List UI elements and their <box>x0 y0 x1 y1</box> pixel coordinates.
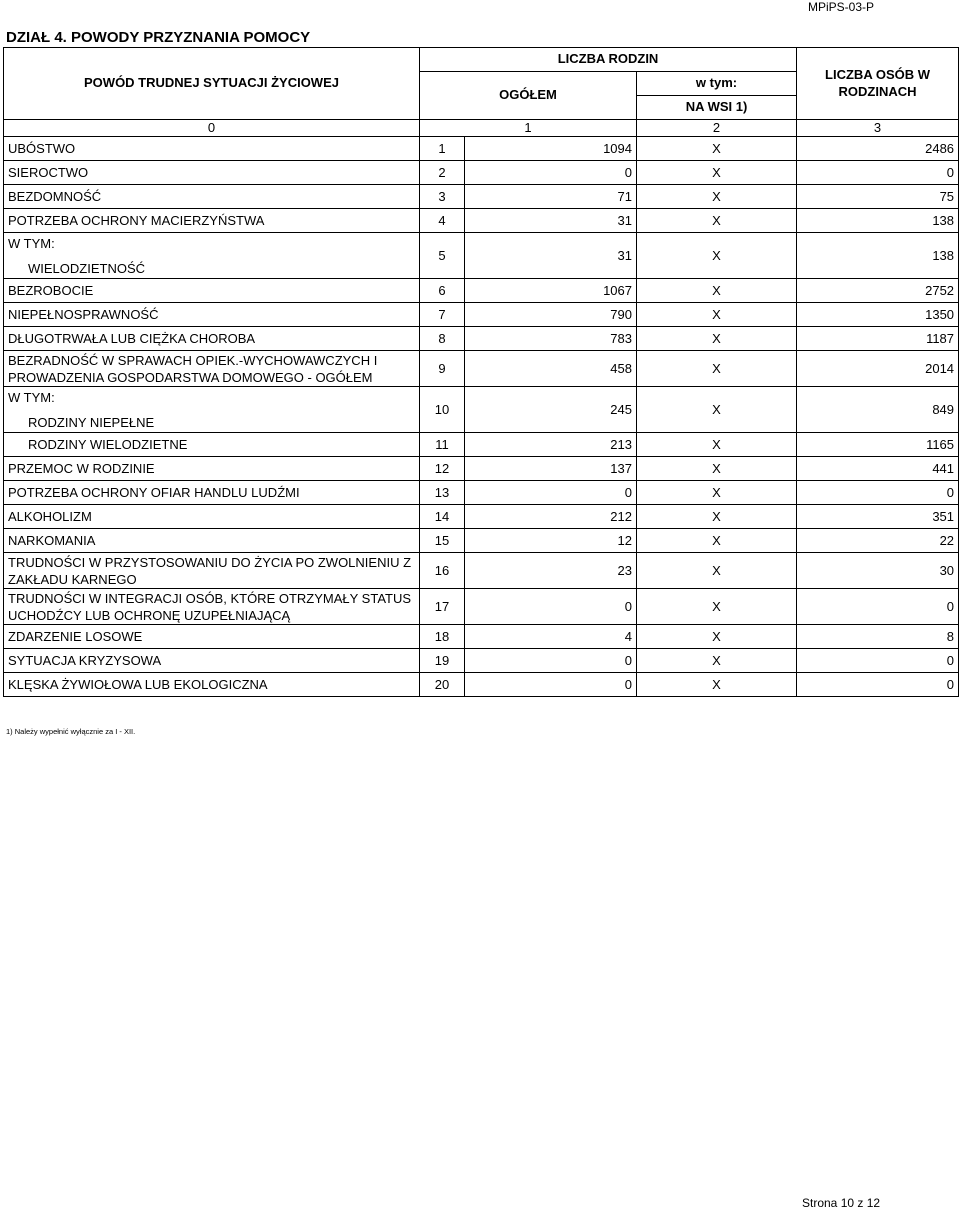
header-reason: POWÓD TRUDNEJ SYTUACJI ŻYCIOWEJ <box>4 48 420 120</box>
header-families: LICZBA RODZIN <box>420 48 797 72</box>
families-rural: X <box>637 351 797 387</box>
families-rural: X <box>637 161 797 185</box>
families-rural: X <box>637 387 797 433</box>
table-row <box>4 457 959 481</box>
persons-count: 0 <box>797 481 959 505</box>
row-label-line1: W TYM: <box>8 389 55 405</box>
families-total: 458 <box>465 351 637 387</box>
reasons-table <box>3 47 959 697</box>
families-rural: X <box>637 625 797 649</box>
table-row <box>4 589 959 625</box>
families-total: 12 <box>465 529 637 553</box>
families-rural: X <box>637 303 797 327</box>
row-label-line1: W TYM: <box>8 235 55 251</box>
header-of-which: w tym: <box>637 72 797 96</box>
row-label-line2: PROWADZENIA GOSPODARSTWA DOMOWEGO - OGÓŁEM <box>8 369 373 385</box>
persons-count: 0 <box>797 649 959 673</box>
families-total: 31 <box>465 233 637 279</box>
row-number: 18 <box>420 625 465 649</box>
row-number: 11 <box>420 433 465 457</box>
table-row <box>4 303 959 327</box>
row-label <box>4 209 420 233</box>
families-rural: X <box>637 233 797 279</box>
table-row <box>4 233 959 279</box>
row-label <box>4 185 420 209</box>
row-number: 13 <box>420 481 465 505</box>
row-label-line1: SYTUACJA KRYZYSOWA <box>8 652 162 668</box>
row-label-line1: BEZDOMNOŚĆ <box>8 188 102 204</box>
row-number: 3 <box>420 185 465 209</box>
families-total: 0 <box>465 649 637 673</box>
families-total: 23 <box>465 553 637 589</box>
row-number: 20 <box>420 673 465 697</box>
families-rural: X <box>637 589 797 625</box>
families-rural: X <box>637 457 797 481</box>
table-row <box>4 279 959 303</box>
row-label <box>4 433 420 457</box>
families-rural: X <box>637 185 797 209</box>
families-rural: X <box>637 327 797 351</box>
row-label-line1: POTRZEBA OCHRONY MACIERZYŃSTWA <box>8 212 265 228</box>
row-label-line1: TRUDNOŚCI W PRZYSTOSOWANIU DO ŻYCIA PO ZWOLNIENIU Z <box>8 554 412 570</box>
families-total: 1094 <box>465 137 637 161</box>
persons-count: 1350 <box>797 303 959 327</box>
families-rural: X <box>637 529 797 553</box>
table-row <box>4 649 959 673</box>
row-label <box>4 137 420 161</box>
row-label-line1: ALKOHOLIZM <box>8 508 92 524</box>
families-total: 31 <box>465 209 637 233</box>
row-number: 19 <box>420 649 465 673</box>
row-label <box>4 553 420 589</box>
families-total: 0 <box>465 589 637 625</box>
row-label-line1: KLĘSKA ŻYWIOŁOWA LUB EKOLOGICZNA <box>8 676 268 692</box>
row-number: 14 <box>420 505 465 529</box>
col-index-3: 3 <box>797 120 959 137</box>
table-row <box>4 387 959 433</box>
families-total: 245 <box>465 387 637 433</box>
table-row <box>4 433 959 457</box>
persons-count: 0 <box>797 673 959 697</box>
table-row <box>4 351 959 387</box>
persons-count: 138 <box>797 209 959 233</box>
families-rural: X <box>637 209 797 233</box>
families-rural: X <box>637 673 797 697</box>
table-row <box>4 161 959 185</box>
row-label <box>4 649 420 673</box>
row-number: 8 <box>420 327 465 351</box>
row-label-line2: RODZINY NIEPEŁNE <box>28 414 155 430</box>
persons-count: 2752 <box>797 279 959 303</box>
families-rural: X <box>637 279 797 303</box>
persons-count: 2486 <box>797 137 959 161</box>
families-total: 0 <box>465 673 637 697</box>
families-rural: X <box>637 137 797 161</box>
table-row <box>4 481 959 505</box>
families-total: 4 <box>465 625 637 649</box>
table-row <box>4 505 959 529</box>
row-label-line1: UBÓSTWO <box>8 140 76 156</box>
header-total: OGÓŁEM <box>420 72 637 120</box>
families-total: 71 <box>465 185 637 209</box>
row-label <box>4 673 420 697</box>
row-label-line1: TRUDNOŚCI W INTEGRACJI OSÓB, KTÓRE OTRZYMAŁY STATUS <box>8 590 412 606</box>
persons-count: 22 <box>797 529 959 553</box>
families-rural: X <box>637 505 797 529</box>
row-number: 5 <box>420 233 465 279</box>
families-rural: X <box>637 433 797 457</box>
row-label-line1: ZDARZENIE LOSOWE <box>8 628 143 644</box>
persons-count: 0 <box>797 589 959 625</box>
row-number: 10 <box>420 387 465 433</box>
families-rural: X <box>637 553 797 589</box>
header-rural: NA WSI 1) <box>637 96 797 120</box>
persons-count: 1165 <box>797 433 959 457</box>
row-label <box>4 481 420 505</box>
footnote: 1) Należy wypełnić wyłącznie za I - XII. <box>6 727 136 736</box>
row-number: 15 <box>420 529 465 553</box>
row-number: 4 <box>420 209 465 233</box>
row-label-line1: POTRZEBA OCHRONY OFIAR HANDLU LUDŹMI <box>8 484 300 500</box>
row-label <box>4 625 420 649</box>
row-label-line1: PRZEMOC W RODZINIE <box>8 460 155 476</box>
row-label-line2: UCHODŹCY LUB OCHRONĘ UZUPEŁNIAJĄCĄ <box>8 607 291 623</box>
col-index-2: 2 <box>637 120 797 137</box>
row-label <box>4 161 420 185</box>
families-rural: X <box>637 649 797 673</box>
persons-count: 849 <box>797 387 959 433</box>
row-label-line2: WIELODZIETNOŚĆ <box>28 260 146 276</box>
row-number: 6 <box>420 279 465 303</box>
row-number: 7 <box>420 303 465 327</box>
row-label-line1: BEZROBOCIE <box>8 282 94 298</box>
row-label <box>4 505 420 529</box>
families-total: 1067 <box>465 279 637 303</box>
table-row <box>4 673 959 697</box>
row-label-line1: BEZRADNOŚĆ W SPRAWACH OPIEK.-WYCHOWAWCZYCH I <box>8 352 378 368</box>
header-persons: LICZBA OSÓB W RODZINACH <box>797 48 959 120</box>
row-number: 17 <box>420 589 465 625</box>
persons-count: 2014 <box>797 351 959 387</box>
table-row <box>4 185 959 209</box>
families-total: 137 <box>465 457 637 481</box>
persons-count: 1187 <box>797 327 959 351</box>
row-label-line1: NARKOMANIA <box>8 532 96 548</box>
table-row <box>4 625 959 649</box>
row-label <box>4 387 420 433</box>
row-number: 12 <box>420 457 465 481</box>
row-label <box>4 457 420 481</box>
table-row <box>4 553 959 589</box>
table-row <box>4 529 959 553</box>
families-total: 0 <box>465 481 637 505</box>
persons-count: 75 <box>797 185 959 209</box>
table-row <box>4 209 959 233</box>
persons-count: 30 <box>797 553 959 589</box>
families-total: 0 <box>465 161 637 185</box>
families-total: 783 <box>465 327 637 351</box>
row-number: 2 <box>420 161 465 185</box>
families-total: 212 <box>465 505 637 529</box>
row-label <box>4 351 420 387</box>
row-label <box>4 279 420 303</box>
persons-count: 441 <box>797 457 959 481</box>
row-number: 16 <box>420 553 465 589</box>
form-code: MPiPS-03-P <box>808 0 875 14</box>
col-index-0: 0 <box>4 120 420 137</box>
row-label <box>4 529 420 553</box>
row-label-line1: NIEPEŁNOSPRAWNOŚĆ <box>8 306 159 322</box>
row-label <box>4 303 420 327</box>
persons-count: 138 <box>797 233 959 279</box>
row-label-line1: RODZINY WIELODZIETNE <box>28 436 188 452</box>
row-number: 9 <box>420 351 465 387</box>
row-label-line1: SIEROCTWO <box>8 164 89 180</box>
row-label-line2: ZAKŁADU KARNEGO <box>8 571 137 587</box>
persons-count: 0 <box>797 161 959 185</box>
col-index-1: 1 <box>420 120 637 137</box>
page-number: Strona 10 z 12 <box>802 1196 881 1210</box>
row-label <box>4 233 420 279</box>
families-total: 213 <box>465 433 637 457</box>
row-label <box>4 327 420 351</box>
table-row <box>4 137 959 161</box>
table-row <box>4 327 959 351</box>
section-title: DZIAŁ 4. POWODY PRZYZNANIA POMOCY <box>6 29 311 46</box>
persons-count: 351 <box>797 505 959 529</box>
row-number: 1 <box>420 137 465 161</box>
families-total: 790 <box>465 303 637 327</box>
row-label-line1: DŁUGOTRWAŁA LUB CIĘŻKA CHOROBA <box>8 330 256 346</box>
persons-count: 8 <box>797 625 959 649</box>
row-label <box>4 589 420 625</box>
families-rural: X <box>637 481 797 505</box>
